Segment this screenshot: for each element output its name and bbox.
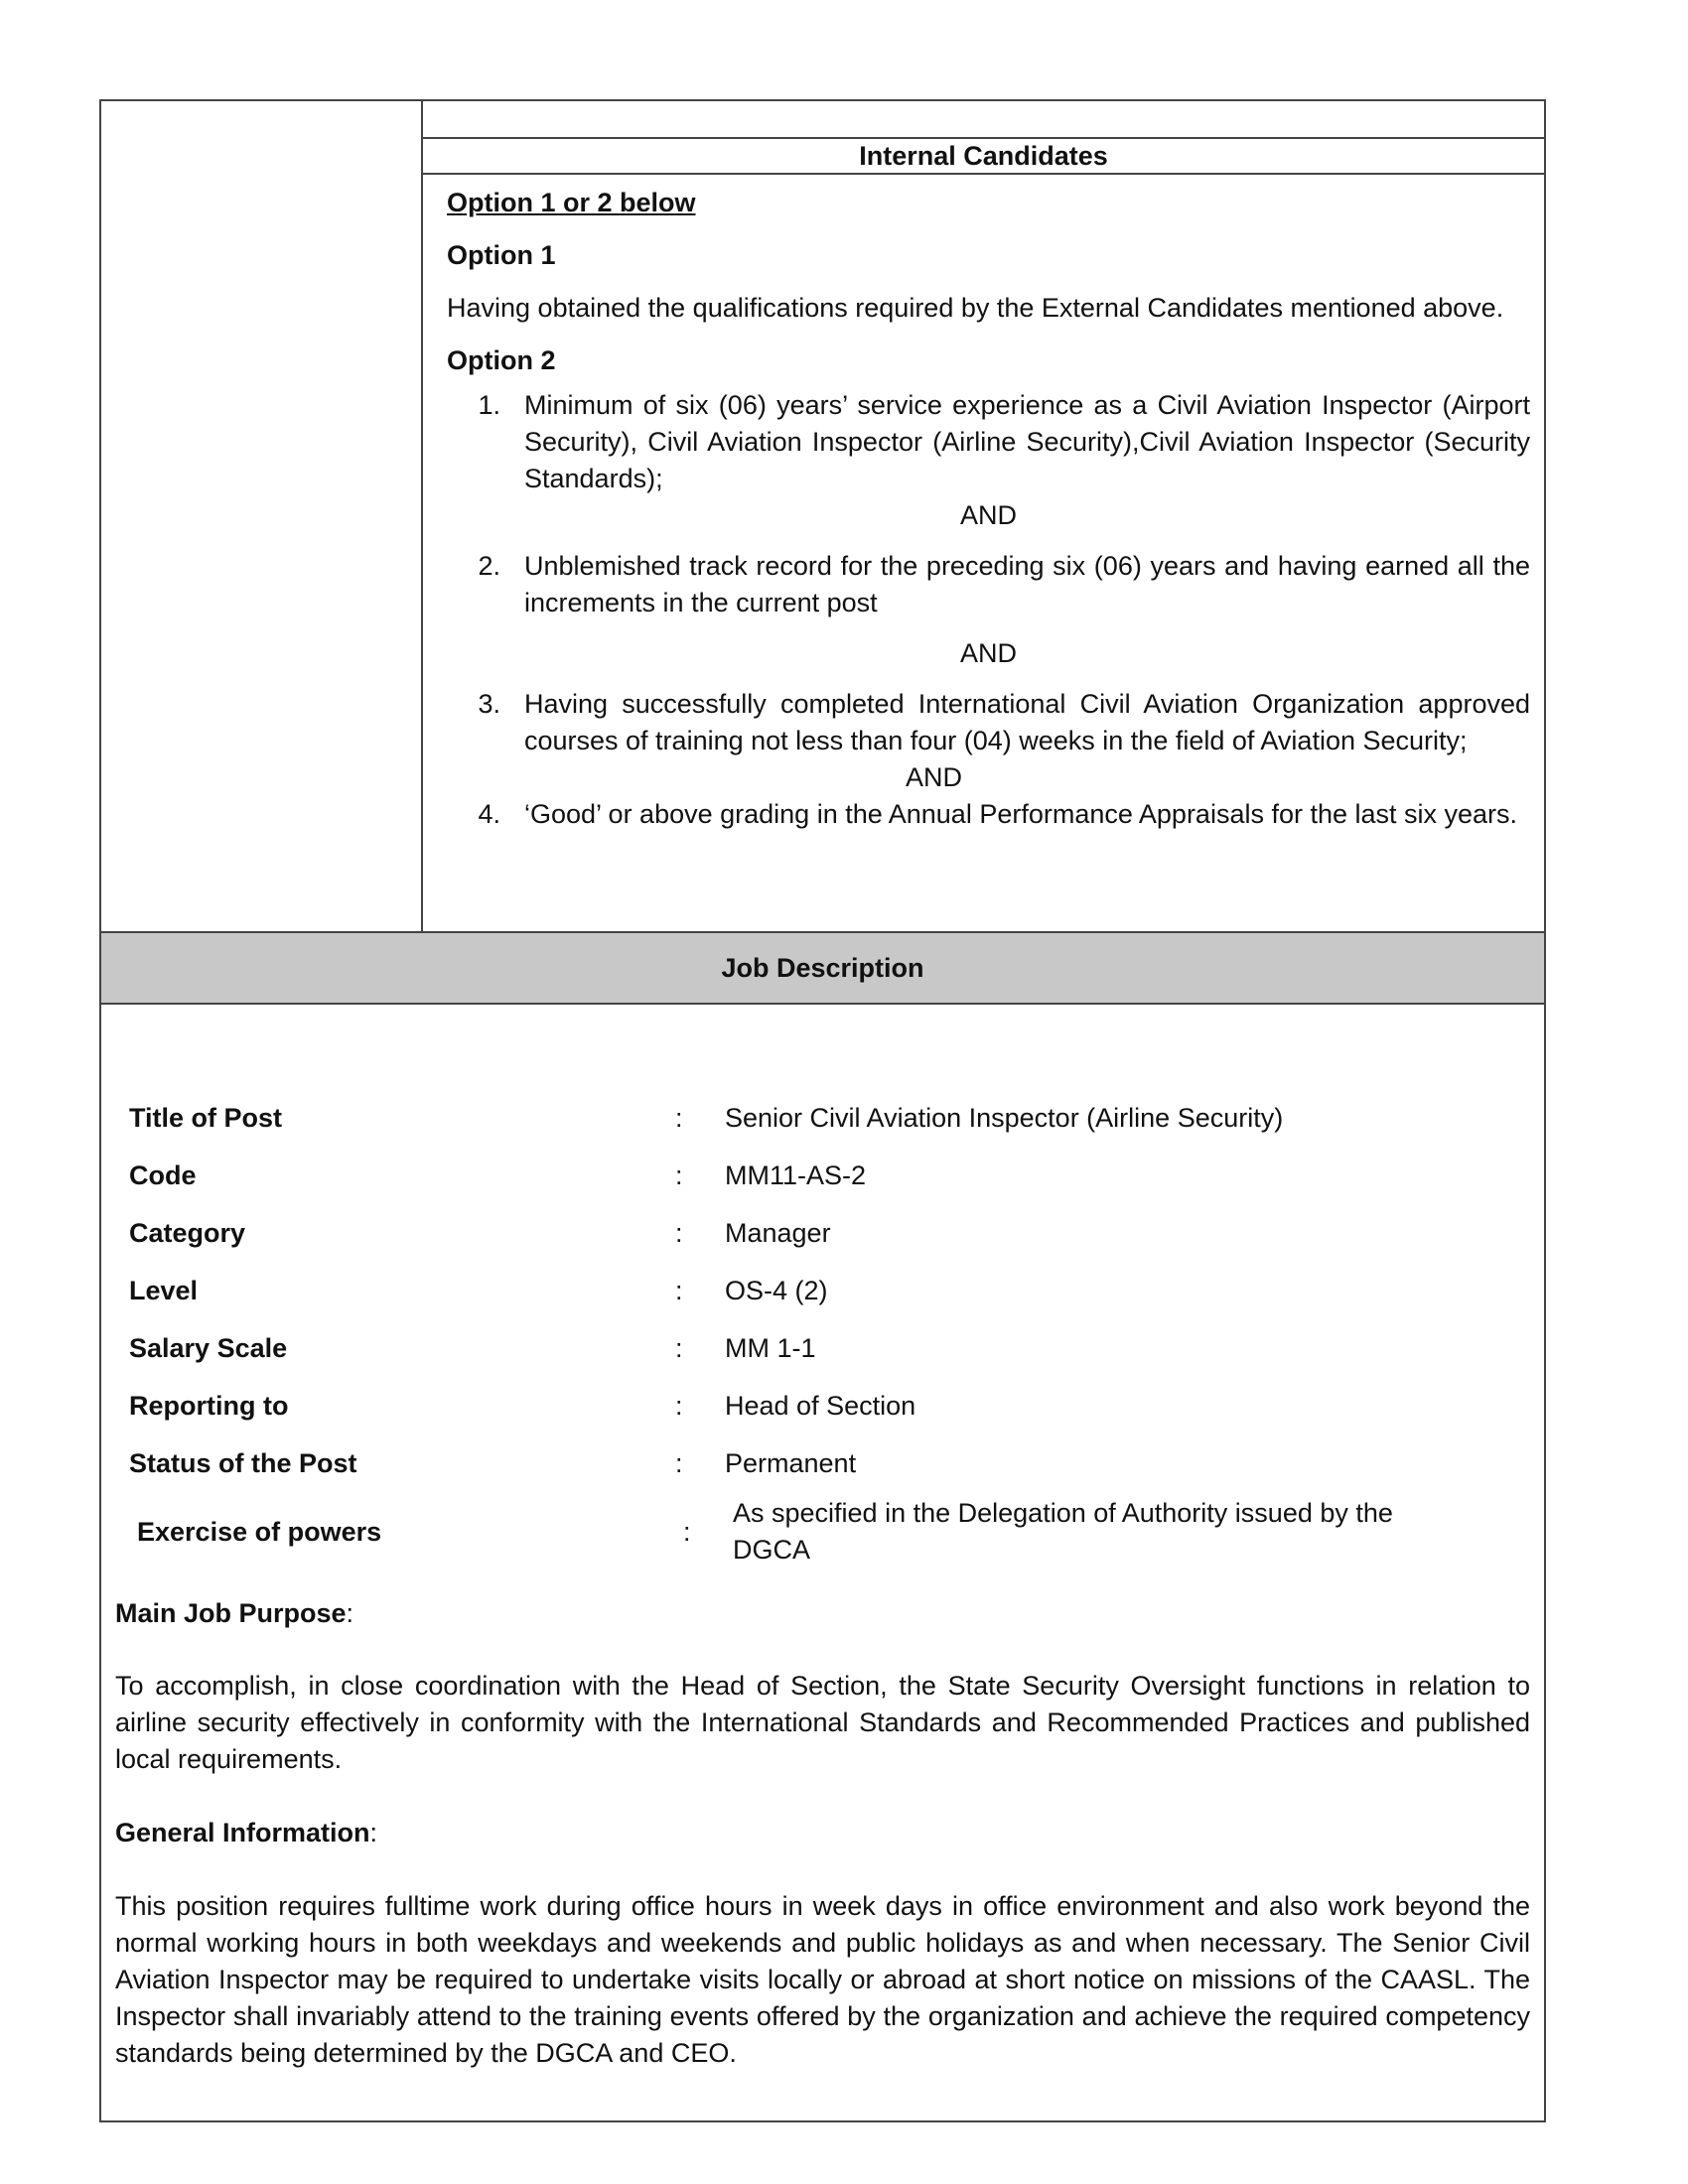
and-separator: AND [905,762,962,792]
general-information-text: This position requires fulltime work during office hours in week days in office environment and also work beyond the normal working hours in both weekdays and weekends and public holidays as and when necessary. The Senior Civil Aviation Inspector may be required to undertake visits locally or abroad at short notice on missions of the CAASL. The Inspector shall invariably attend to the training events offered by the organization and achieve the required competency standards being determined by the DGCA and CEO. [115,1891,1530,2068]
list-item: 4. ‘Good’ or above grading in the Annual Performance Appraisals for the last six years. [478,799,1518,829]
internal-candidates-body [423,175,1544,833]
main-job-purpose-title: Main Job Purpose [115,1598,347,1628]
table-row: Title of Post : Senior Civil Aviation Inspector (Airline Security) [129,1102,1284,1133]
left-label-column [101,101,423,931]
main-job-purpose-title-line: Main Job Purpose: [115,1598,354,1628]
list-item: 1. Minimum of six (06) years’ service experience as a Civil Aviation Inspector (Airport Security), Civil Aviation Inspector (Airline Security),Civil Aviation Inspector (Security Standards); [478,390,1530,493]
empty-header-row [423,101,1544,139]
option2-label: Option 2 [447,345,556,375]
list-item: 3. Having successfully completed International Civil Aviation Organization approved courses of training not less than four (04) weeks in the field of Aviation Security; [478,689,1530,755]
option1-label: Option 1 [447,240,556,270]
internal-candidates-header: Internal Candidates [423,139,1544,175]
table-row: Salary Scale : MM 1-1 [129,1332,816,1363]
right-content-column [423,101,1544,931]
general-information-title-line: General Information: [115,1818,378,1847]
options-title: Option 1 or 2 below [447,188,696,217]
and-separator: AND [959,638,1017,668]
job-info-table [129,1089,1519,1571]
table-row: Status of the Post : Permanent [129,1447,857,1478]
document-page [99,99,1546,2122]
table-row: Code : MM11-AS-2 [129,1160,867,1190]
table-row: Reporting to : Head of Section [129,1390,916,1421]
internal-candidates-table [99,99,1546,933]
table-row: Exercise of powers : As specified in the Delegation of Authority issued by the DGCA [137,1498,1393,1565]
table-row: Category : Manager [129,1217,831,1248]
job-description-body [99,1005,1546,2122]
table-row: Level : OS-4 (2) [129,1275,828,1305]
job-description-header: Job Description [99,933,1546,1005]
general-information-title: General Information [115,1818,370,1847]
option1-text: Having obtained the qualifications required by the External Candidates mentioned above. [447,293,1504,323]
and-separator: AND [959,500,1017,530]
main-job-purpose-text: To accomplish, in close coordination with the Head of Section, the State Security Oversight functions in relation to airline security effectively in conformity with the International Standards and Recommended Practices and published local requirements. [115,1671,1530,1774]
option2-list [447,387,1530,833]
list-item: 2. Unblemished track record for the preceding six (06) years and having earned all the increments in the current post [478,551,1530,617]
